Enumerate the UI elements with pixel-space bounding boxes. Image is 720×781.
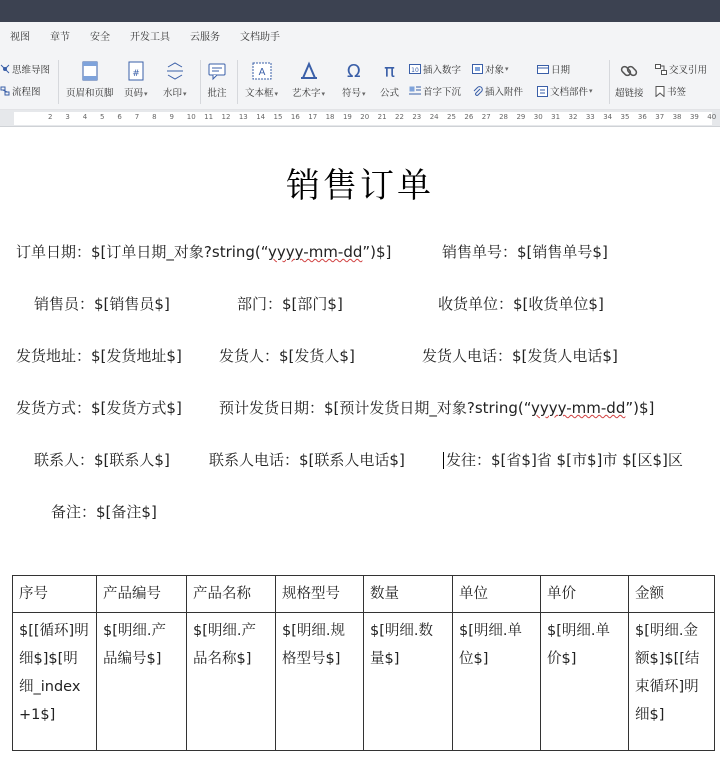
wordart-button[interactable] [292,60,325,99]
expected-ship-format: yyyy-mm-dd [531,399,626,417]
menu-doc-assistant[interactable]: 文档助手 [240,32,280,43]
cross-ref-button[interactable] [655,62,707,76]
ruler[interactable] [0,110,720,127]
header-footer-button[interactable] [66,60,114,99]
ruler-number: 12 [221,113,231,121]
bookmark-label: 书签 [667,87,687,98]
ruler-number: 24 [429,113,439,121]
header-cell-seq: 序号 [13,576,97,613]
ruler-number: 2 [48,113,53,121]
table-cell[interactable]: $[[循环]明细$]$[明细_index+1$] [13,613,97,751]
ruler-number: 31 [551,113,561,121]
omega-icon: Ω [346,60,361,82]
doc-parts-label: 文档部件 [550,87,589,98]
link-icon [619,60,639,82]
bookmark-icon [655,86,665,97]
header-cell-spec: 规格型号 [276,576,364,613]
ruler-number: 35 [620,113,630,121]
order-date-label: 订单日期： [16,243,92,261]
text-cursor [443,452,444,469]
ruler-number: 10 [186,113,196,121]
menu-view[interactable]: 视图 [10,32,30,43]
ruler-number: 29 [516,113,526,121]
table-cell[interactable]: $[明细.单价$] [541,613,629,751]
order-no-field: 销售单号：$[销售单号$] [442,243,608,261]
ruler-number: 33 [585,113,595,121]
mindmap-label: 思维导图 [12,65,51,76]
ruler-number: 16 [290,113,300,121]
chevron-down-icon: ▾ [362,90,366,98]
svg-text:10: 10 [411,67,419,74]
ruler-number: 17 [308,113,318,121]
hyperlink-label: 超链接 [615,88,644,99]
header-footer-icon [82,60,98,82]
comment-label: 批注 [207,88,227,99]
doc-parts-button[interactable] [537,84,593,98]
ruler-number: 9 [169,113,174,121]
header-cell-product-code: 产品编号 [97,576,187,613]
object-button[interactable] [472,62,509,76]
flowchart-icon [0,86,10,96]
ship-method-field: 发货方式：$[发货方式$] [16,399,182,417]
insert-number-button[interactable] [409,62,461,76]
table-cell[interactable]: $[明细.数量$] [364,613,453,751]
ruler-number: 5 [100,113,105,121]
chevron-down-icon: ▾ [144,90,148,98]
expected-ship-value-a: 预计发货日期：$[预计发货日期_对象?string(“ [219,399,532,417]
wordart-label: 艺术字 [292,88,321,99]
svg-text:#: # [131,69,140,79]
ribbon-separator [237,60,238,104]
ruler-number: 39 [689,113,699,121]
ruler-number: 7 [134,113,140,121]
table-cell[interactable]: $[明细.金额$]$[[结束循环]明细$] [629,613,715,751]
ruler-number: 22 [395,113,404,121]
chevron-down-icon: ▾ [274,90,279,98]
insert-attachment-button[interactable] [472,84,523,98]
ruler-number: 32 [568,113,578,121]
mindmap-icon [0,64,10,74]
cross-ref-label: 交叉引用 [669,65,708,76]
date-button[interactable] [537,62,570,76]
ruler-number: 18 [325,113,335,121]
ruler-number: 20 [360,113,370,121]
header-cell-amount: 金额 [629,576,715,613]
textbox-label: 文本框 [245,88,274,99]
contact-phone-field: 联系人电话：$[联系人电话$] [209,451,405,469]
ruler-number: 21 [377,113,387,121]
title-bar [0,0,720,22]
menu-cloud-service[interactable]: 云服务 [190,32,220,43]
menu-developer-tools[interactable]: 开发工具 [130,32,170,43]
salesperson-field: 销售员：$[销售员$] [34,295,170,313]
ruler-number: 34 [603,113,613,121]
symbol-label: 符号 [342,88,362,99]
chevron-down-icon: ▾ [505,65,509,73]
table-cell[interactable]: $[明细.单位$] [453,613,541,751]
page-number-icon [128,60,144,82]
table-row [13,613,715,751]
chevron-down-icon: ▾ [183,90,187,98]
ruler-number: 36 [637,113,647,121]
comment-button[interactable] [207,60,227,99]
svg-text:A: A [258,67,265,78]
textbox-button[interactable] [245,60,278,99]
header-cell-price: 单价 [541,576,629,613]
shipper-phone-field: 发货人电话：$[发货人电话$] [422,347,618,365]
header-cell-quantity: 数量 [364,576,453,613]
ruler-number: 14 [256,113,266,121]
object-label: 对象 [485,65,505,76]
symbol-button[interactable] [342,60,366,99]
document-page[interactable] [0,128,720,781]
ruler-number: 11 [204,113,214,121]
page-number-button[interactable] [124,60,148,99]
formula-label: 公式 [380,88,400,99]
ruler-number: 8 [152,113,157,121]
drop-cap-icon [409,86,421,96]
ruler-number: 40 [707,113,717,121]
ruler-number: 37 [655,113,665,121]
ruler-number: 4 [82,113,88,121]
calendar-icon [537,64,549,74]
menu-section[interactable]: 章节 [50,32,70,43]
flowchart-label: 流程图 [12,87,41,98]
date-label: 日期 [551,65,571,76]
ruler-number: 30 [533,113,543,121]
ruler-number: 25 [447,113,456,121]
table-header-row [13,576,715,613]
ruler-number: 27 [481,113,491,121]
contact-field: 联系人：$[联系人$] [34,451,170,469]
ribbon-separator [200,60,201,104]
bookmark-button[interactable] [655,84,686,98]
table-cell[interactable]: $[明细.产品名称$] [187,613,276,751]
expected-ship-value-c: ”)$] [625,399,655,417]
mindmap-button[interactable] [0,62,50,76]
ruler-number: 15 [273,113,283,121]
watermark-button[interactable] [163,60,187,99]
ruler-number: 26 [464,113,474,121]
ship-address-field: 发货地址：$[发货地址$] [16,347,182,365]
receiver-field: 收货单位：$[收货单位$] [438,295,604,313]
number-icon [409,64,421,74]
header-cell-product-name: 产品名称 [187,576,276,613]
object-icon [472,64,483,74]
drop-cap-button[interactable] [409,84,461,98]
ruler-number: 19 [342,113,352,121]
ruler-number: 38 [672,113,682,121]
cross-ref-icon [655,64,667,75]
page-number-label: 页码 [124,88,144,99]
remark-field: 备注：$[备注$] [51,503,157,521]
chevron-down-icon: ▾ [589,87,593,95]
table-cell[interactable]: $[明细.产品编号$] [97,613,187,751]
shipper-field: 发货人：$[发货人$] [219,347,355,365]
hyperlink-button[interactable] [615,60,644,99]
header-footer-label: 页眉和页脚 [66,88,114,99]
order-date-value-a: $[订单日期_对象?string(“ [91,243,269,261]
watermark-label: 水印 [163,88,183,99]
paperclip-icon [472,86,483,97]
expected-ship-date-line [219,397,654,418]
ruler-number: 28 [499,113,509,121]
document-title: 销售订单 [286,166,434,206]
ship-to-line [443,449,683,470]
insert-number-label: 插入数字 [423,65,462,76]
doc-parts-icon [537,86,548,97]
menu-security[interactable]: 安全 [90,32,110,43]
ribbon-separator [58,60,59,104]
drop-cap-label: 首字下沉 [423,87,462,98]
department-field: 部门：$[部门$] [237,295,343,313]
insert-attachment-label: 插入附件 [485,87,524,98]
ruler-number: 13 [238,113,248,121]
flowchart-button[interactable] [0,84,41,98]
watermark-icon [165,60,185,82]
textbox-icon [251,60,273,82]
order-date-value-c: ”)$] [362,243,392,261]
order-date-format: yyyy-mm-dd [268,243,363,261]
header-cell-unit: 单位 [453,576,541,613]
menu-bar [0,22,720,54]
comment-icon [207,60,227,82]
pi-icon: π [384,60,395,82]
ruler-number: 3 [65,113,70,121]
wordart-icon [298,60,320,82]
ruler-number: 23 [412,113,422,121]
order-date-line [16,241,391,262]
order-detail-table[interactable] [12,575,715,751]
ship-to-field: 发往：$[省$]省 $[市$]市 $[区$]区 [446,451,683,469]
table-cell[interactable]: $[明细.规格型号$] [276,613,364,751]
ribbon-toolbar [0,54,720,110]
formula-button[interactable] [380,60,399,99]
ruler-number: 6 [117,113,122,121]
ribbon-separator [609,60,610,104]
chevron-down-icon: ▾ [321,90,326,98]
